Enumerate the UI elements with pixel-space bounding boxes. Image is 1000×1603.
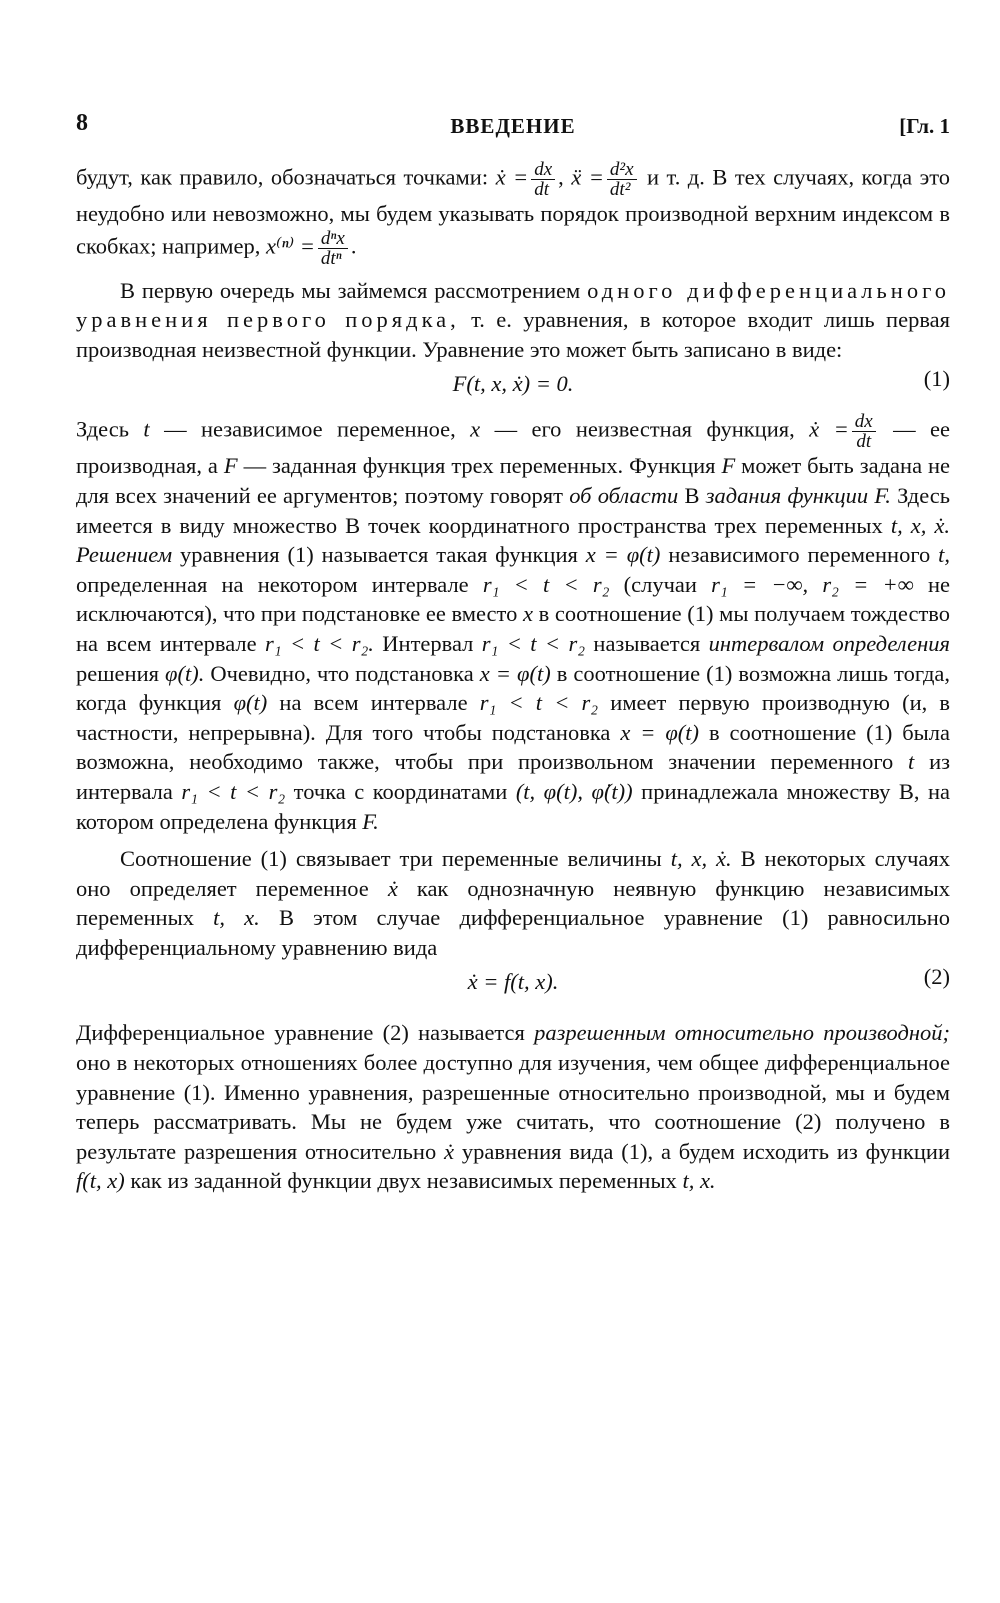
text-run: в соотношение (1) мы получаем тождество на всем интервале	[76, 601, 951, 656]
equation-expression: ẋ = f(t, x).	[467, 969, 559, 995]
math-symbol: t, x.	[682, 1168, 716, 1194]
math-symbol: r₁ = −∞, r₂ = +∞	[711, 571, 914, 597]
fraction-numerator: dx	[852, 412, 876, 432]
formula-lhs: ẋ =	[809, 417, 849, 443]
equation-expression: F(t, x, ẋ) = 0.	[452, 371, 574, 397]
math-symbol: t, x, ẋ.	[670, 846, 732, 872]
fraction-d2x-dt2	[607, 160, 637, 199]
equation-2	[76, 962, 950, 1002]
text-run: в соотношение (1) была возможна, необходимо также, чтобы при произвольном значении переменного	[76, 719, 951, 775]
text-run: точка с координатами	[293, 778, 508, 804]
math-symbol: x	[470, 417, 481, 443]
text-run: В некоторых случаях оно определяет переменное	[76, 846, 951, 901]
text-run: B	[684, 482, 700, 508]
math-symbol: x = φ(t)	[620, 719, 700, 745]
math-symbol: x = φ(t)	[479, 660, 551, 686]
math-symbol: t	[143, 417, 150, 443]
italic-term: интервалом определения	[708, 630, 951, 656]
italic-term: Решением	[76, 542, 173, 568]
text-run: .	[350, 233, 357, 259]
running-head	[76, 110, 950, 140]
text-run: (случаи	[623, 571, 697, 597]
text-run: Очевидно, что подстановка	[210, 660, 474, 686]
math-symbol: r₁ < t < r₂.	[265, 630, 374, 656]
paragraph-notation	[76, 160, 950, 268]
formula-lhs: ẋ =	[495, 164, 529, 190]
text-run: из интервала	[76, 749, 951, 804]
text-run: — независимое переменное,	[164, 417, 456, 443]
equation-number: (2)	[923, 964, 950, 990]
math-symbol: r₁ < t < r₂	[479, 690, 599, 716]
italic-term: об области	[569, 482, 679, 508]
fraction-numerator: dⁿx	[318, 229, 348, 249]
chapter-reference: [Гл. 1	[899, 114, 950, 138]
fraction-denominator: dtⁿ	[320, 247, 342, 269]
text-run: В первую очередь мы займемся рассмотрением	[120, 277, 581, 303]
math-symbol: φ(t)	[233, 690, 268, 716]
math-symbol: x	[522, 601, 533, 627]
separator: ,	[558, 164, 564, 190]
math-symbol: f(t, x)	[76, 1168, 125, 1194]
math-symbol: t, x.	[213, 905, 260, 931]
text-run: — заданная функция трех переменных. Функция	[243, 453, 716, 479]
fraction-denominator: dt	[534, 179, 549, 200]
math-symbol: ẋ	[387, 875, 398, 901]
text-run: может быть задана не для всех значений ее аргументов; поэтому говорят	[76, 453, 951, 508]
text-run: Здесь	[76, 417, 129, 443]
text-run: в соотношение (1) возможна лишь тогда, когда функция	[76, 660, 951, 716]
paragraph-first-order-equation	[76, 276, 950, 365]
fraction-numerator: dx	[531, 160, 555, 180]
text-run: уравнения вида (1), а будем исходить из функции	[461, 1138, 950, 1164]
text-run: как из заданной функции двух независимых переменных	[130, 1168, 677, 1194]
running-title: ВВЕДЕНИЕ	[450, 114, 576, 138]
text-run: определенная на некотором интервале	[76, 571, 469, 597]
text-run: т. е. уравнения, в которое входит лишь первая производная неизвестной функции. Уравнение это может быть записано в виде:	[76, 307, 950, 362]
math-symbol: ẋ	[444, 1138, 455, 1164]
text-run: принадлежала множеству B, на котором определена функция	[76, 778, 950, 834]
text-run: решения	[76, 660, 159, 686]
text-run: и т. д.	[647, 164, 705, 190]
text-run: Соотношение (1) связывает три переменные величины	[120, 846, 662, 872]
math-symbol: (t, φ(t), φ̇(t))	[515, 778, 633, 804]
math-symbol: r₁ < t < r₂	[482, 571, 610, 597]
fraction-denominator: dt²	[609, 179, 631, 200]
text-run: — его неизвестная функция,	[494, 417, 795, 443]
text-run: В этом случае дифференциальное уравнение (1) равносильно дифференциальному уравнению вида	[76, 905, 951, 960]
text-run: будут, как правило, обозначаться точками:	[76, 164, 489, 190]
formula-lhs: ẍ =	[571, 164, 604, 190]
fraction-dx-dt	[852, 412, 876, 451]
fraction-numerator: d²x	[607, 160, 637, 180]
text-run: — ее производная, а	[76, 417, 951, 479]
text-run: Дифференциальное уравнение (2) называется	[76, 1020, 525, 1046]
math-symbol: φ(t).	[165, 660, 205, 686]
formula-lhs: x⁽ⁿ⁾ =	[265, 233, 315, 259]
text-run: Интервал	[382, 630, 474, 656]
fraction-denominator: dt	[856, 431, 872, 453]
paragraph-resolved-equation	[76, 1018, 950, 1196]
page-number: 8	[76, 110, 88, 136]
fraction-dx-dt	[531, 160, 555, 199]
text-run: уравнения (1) называется такая функция	[180, 542, 578, 568]
text-run: как однозначную неявную функцию независимых переменных	[76, 875, 951, 931]
italic-term: задания функции F.	[705, 482, 891, 508]
math-symbol: F	[223, 453, 238, 479]
math-symbol: t, x, ẋ.	[890, 512, 951, 538]
math-symbol: t	[908, 749, 915, 775]
math-symbol: x = φ(t)	[585, 542, 661, 568]
equation-number: (1)	[923, 366, 950, 392]
paragraph-implicit-function	[76, 844, 950, 962]
math-symbol: r₁ < t < r₂	[481, 630, 586, 656]
text-run: независимого переменного	[668, 542, 931, 568]
text-run: В тех случаях, когда это неудобно или невозможно, мы будем указывать порядок производной верхним индексом в скобках; например,	[76, 164, 951, 259]
equation-1	[76, 364, 950, 404]
text-run: на всем интервале	[279, 690, 468, 716]
spaced-emphasis: одного дифференциального уравнения первого порядка,	[76, 277, 950, 333]
italic-term: разрешенным относительно производной;	[534, 1020, 951, 1046]
math-symbol: F.	[362, 808, 379, 834]
text-run: не исключаются), что при подстановке ее вместо	[76, 571, 950, 627]
math-symbol: t,	[938, 542, 951, 568]
text-run: называется	[593, 630, 701, 656]
text-run: имеет первую производную (и, в частности, непрерывна). Для того чтобы подстановка	[76, 690, 951, 745]
fraction-dnx-dtn	[318, 229, 348, 268]
text-run: Здесь имеется в виду множество B точек координатного пространства трех переменных	[76, 482, 951, 538]
math-symbol: F	[721, 453, 736, 479]
text-run: оно в некоторых отношениях более доступно для изучения, чем общее дифференциальное уравнение (1). Именно уравнения, разрешенные относительно производной, мы и будем теперь рассматривать. Мы не будем уже считать, что соотношение (2) получено в результате разрешения относительно	[76, 1050, 950, 1164]
math-symbol: r₁ < t < r₂	[181, 778, 286, 804]
paragraph-solution-definition	[76, 412, 950, 836]
page-body	[76, 160, 950, 1196]
